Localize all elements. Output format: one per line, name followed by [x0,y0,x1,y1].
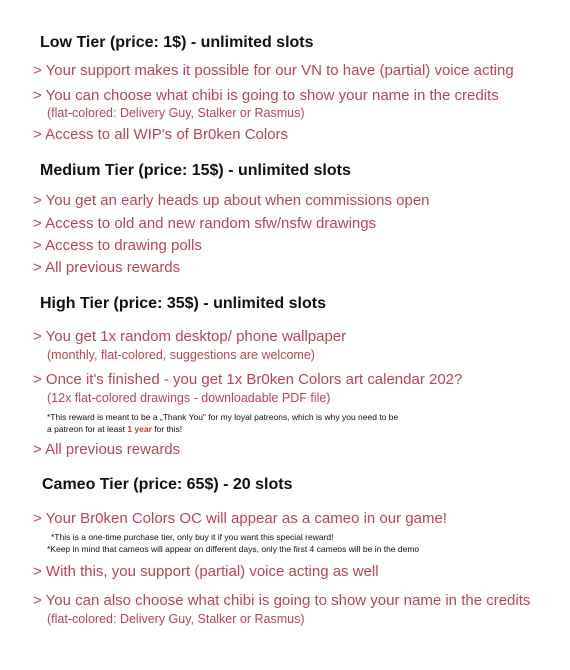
low-tier-chibi-options: (flat-colored: Delivery Guy, Stalker or Rasmus) [47,106,305,120]
low-tier-reward-voice-acting: > Your support makes it possible for our VN to have (partial) voice acting [33,62,514,79]
high-tier-wallpaper-details: (monthly, flat-colored, suggestions are welcome) [47,348,315,362]
high-tier-reward-wallpaper: > You get 1x random desktop/ phone wallpaper [33,328,347,345]
cameo-tier-chibi-options: (flat-colored: Delivery Guy, Stalker or Rasmus) [47,612,305,626]
note-text: a patreon for at least [47,424,128,434]
high-tier-reward-previous: > All previous rewards [33,441,181,458]
medium-tier-reward-polls: > Access to drawing polls [33,237,202,254]
high-tier-heading: High Tier (price: 35$) - unlimited slots [40,295,326,312]
cameo-tier-reward-chibi-credits: > You can also choose what chibi is going to show your name in the credits [33,592,531,609]
cameo-tier-note-demo: *Keep in mind that cameos will appear on different days, only the first 4 cameos will be in the demo [47,544,420,554]
medium-tier-reward-previous: > All previous rewards [33,259,181,276]
cameo-tier-reward-voice-acting: > With this, you support (partial) voice acting as well [33,563,379,580]
high-tier-loyalty-note: *This reward is meant to be a „Thank You" for my loyal patreons, which is why you need to be [47,412,399,422]
high-tier-reward-calendar: > Once it's finished - you get 1x Br0ken Colors art calendar 202? [33,371,463,388]
low-tier-reward-chibi-credits: > You can choose what chibi is going to show your name in the credits [33,87,499,104]
high-tier-calendar-details: (12x flat-colored drawings - downloadable PDF file) [47,391,331,405]
medium-tier-heading: Medium Tier (price: 15$) - unlimited slots [40,162,351,179]
low-tier-reward-wip: > Access to all WIP's of Br0ken Colors [33,126,289,143]
low-tier-heading: Low Tier (price: 1$) - unlimited slots [40,34,314,51]
cameo-tier-reward-cameo: > Your Br0ken Colors OC will appear as a cameo in our game! [33,510,447,527]
high-tier-loyalty-note-line2 [47,424,182,434]
medium-tier-reward-commissions: > You get an early heads up about when commissions open [33,192,430,209]
cameo-tier-note-one-time: *This is a one-time purchase tier, only buy it if you want this special reward! [51,532,334,542]
cameo-tier-heading: Cameo Tier (price: 65$) - 20 slots [42,476,293,493]
medium-tier-reward-drawings: > Access to old and new random sfw/nsfw drawings [33,215,377,232]
note-text-end: for this! [151,424,183,434]
one-year-highlight: 1 year [127,424,152,434]
